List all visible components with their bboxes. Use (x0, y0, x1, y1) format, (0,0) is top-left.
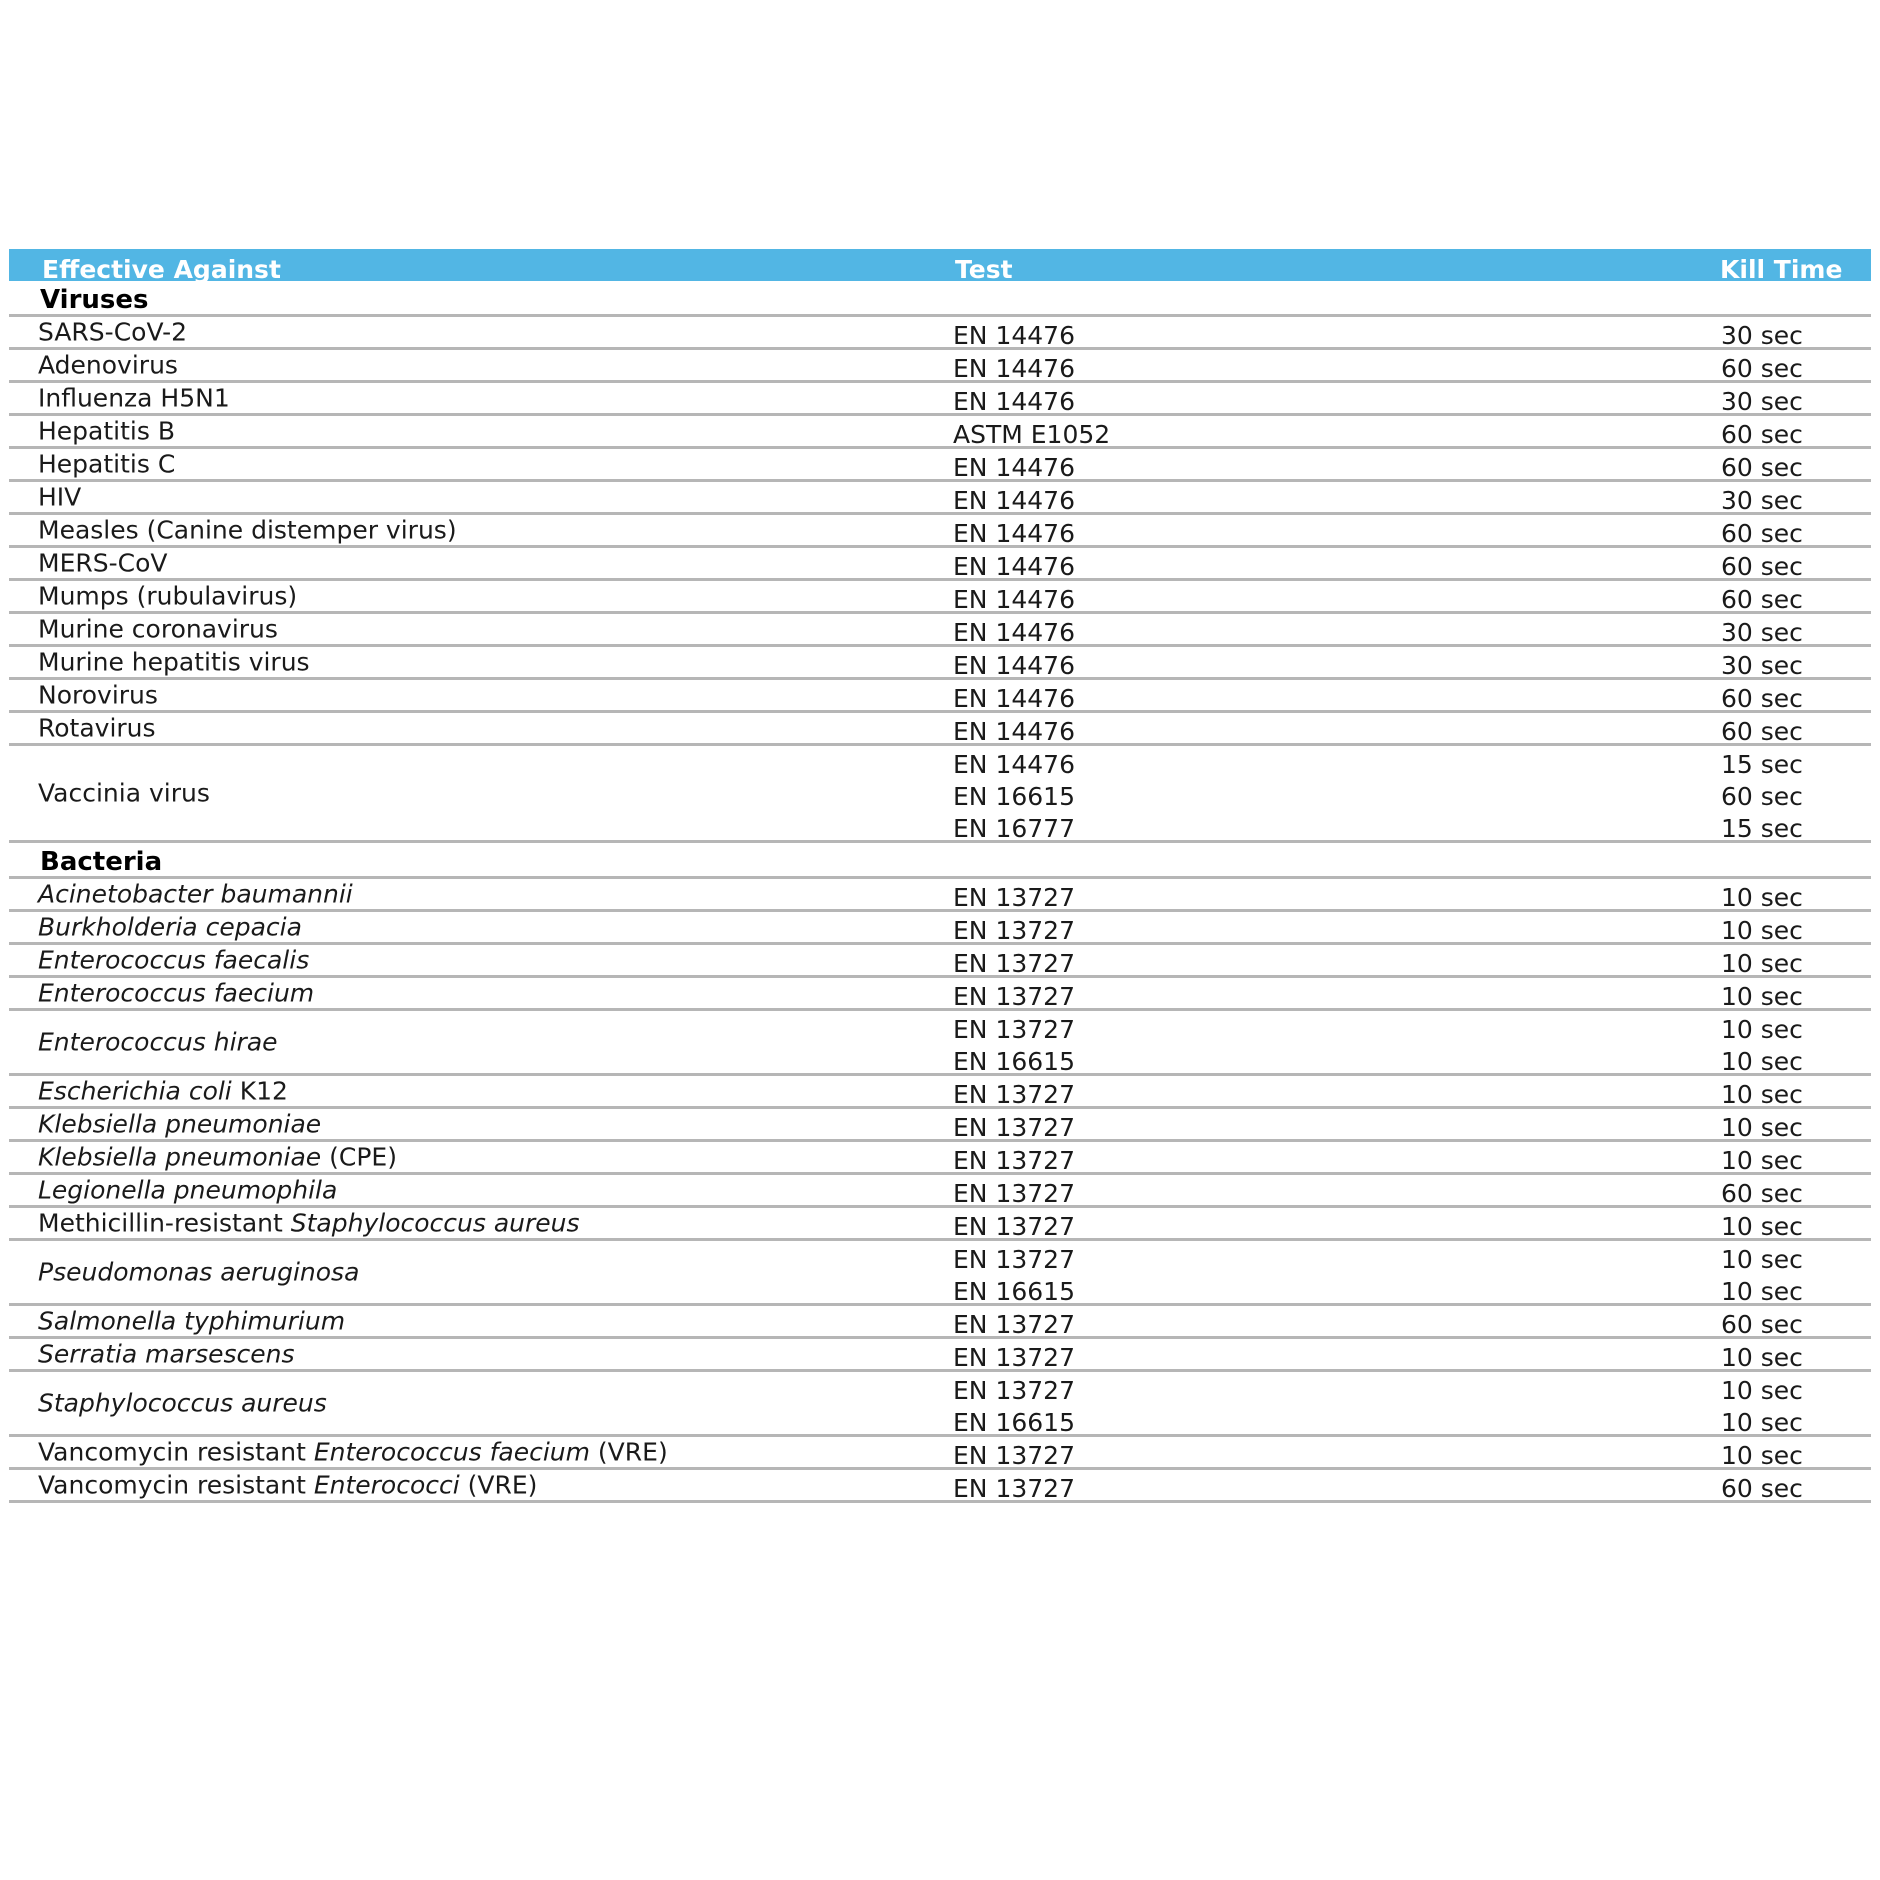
kill-time-cell (1721, 883, 1803, 915)
kill-time-value: 10 sec (1721, 1047, 1803, 1076)
kill-time-cell (1721, 916, 1803, 948)
organism-name (38, 1110, 321, 1139)
table-row (9, 350, 1871, 383)
kill-time-value: 60 sec (1721, 552, 1803, 581)
test-standard: EN 14476 (953, 354, 1075, 383)
test-standard: EN 14476 (953, 618, 1075, 647)
kill-time-value: 60 sec (1721, 1310, 1803, 1339)
kill-time-cell (1721, 1474, 1803, 1506)
test-cell (953, 717, 1075, 749)
organism-name-part: Vaccinia virus (38, 778, 210, 808)
test-cell (953, 949, 1075, 981)
organism-name (38, 779, 210, 808)
test-standard: EN 13727 (953, 1113, 1075, 1142)
test-standard: EN 13727 (953, 1212, 1075, 1241)
kill-time-value: 10 sec (1721, 1441, 1803, 1470)
test-standard: EN 16777 (953, 814, 1075, 843)
test-standard: EN 14476 (953, 585, 1075, 614)
test-cell (953, 486, 1075, 518)
table-row (9, 1372, 1871, 1437)
test-cell (953, 1441, 1075, 1473)
test-standard: EN 13727 (953, 1376, 1075, 1405)
table-row (9, 581, 1871, 614)
organism-name (38, 1143, 397, 1172)
kill-time-cell (1721, 1310, 1803, 1342)
kill-time-value: 15 sec (1721, 814, 1803, 843)
test-cell (953, 1343, 1075, 1375)
test-standard: EN 13727 (953, 1441, 1075, 1470)
kill-time-value: 10 sec (1721, 1015, 1803, 1044)
test-cell (953, 883, 1075, 915)
kill-time-value: 60 sec (1721, 1474, 1803, 1503)
table-row (9, 515, 1871, 548)
organism-name-part: (CPE) (321, 1142, 397, 1172)
test-cell (953, 354, 1075, 386)
test-standard: EN 13727 (953, 949, 1075, 978)
kill-time-cell (1721, 618, 1803, 650)
kill-time-value: 10 sec (1721, 1408, 1803, 1437)
test-cell (953, 453, 1075, 485)
test-standard: EN 16615 (953, 1047, 1075, 1076)
table-row (9, 1011, 1871, 1076)
table-row (9, 1175, 1871, 1208)
kill-time-cell (1721, 1113, 1803, 1145)
kill-time-value: 10 sec (1721, 916, 1803, 945)
test-standard: EN 13727 (953, 1080, 1075, 1109)
kill-time-value: 10 sec (1721, 1212, 1803, 1241)
test-standard: EN 13727 (953, 1015, 1075, 1044)
organism-name (38, 384, 230, 413)
kill-time-value: 60 sec (1721, 782, 1803, 811)
header-effective-against: Effective Against (42, 255, 281, 284)
kill-time-value: 15 sec (1721, 750, 1803, 779)
organism-name (38, 516, 457, 545)
organism-name (38, 1028, 278, 1057)
kill-time-cell (1721, 321, 1803, 353)
kill-time-cell (1721, 519, 1803, 551)
test-cell (953, 1376, 1075, 1440)
organism-name-part: Enterococcus faecalis (38, 945, 310, 975)
organism-name-part: Burkholderia cepacia (38, 912, 302, 942)
organism-name-part: Mumps (rubulavirus) (38, 581, 298, 611)
organism-name-part: Pseudomonas aeruginosa (38, 1257, 360, 1287)
organism-name (38, 648, 310, 677)
kill-time-cell (1721, 949, 1803, 981)
organism-name-part: Acinetobacter baumannii (38, 879, 353, 909)
organism-name (38, 880, 353, 909)
organism-name-part: Salmonella typhimurium (38, 1306, 346, 1336)
kill-time-value: 10 sec (1721, 1376, 1803, 1405)
organism-name-part: Murine coronavirus (38, 614, 278, 644)
table-row (9, 879, 1871, 912)
organism-name (38, 714, 156, 743)
section-label: Bacteria (40, 847, 163, 877)
table-row (9, 548, 1871, 581)
organism-name-part: Norovirus (38, 680, 158, 710)
test-standard: EN 14476 (953, 684, 1075, 713)
kill-time-value: 30 sec (1721, 618, 1803, 647)
organism-name-part: Vancomycin resistant (38, 1470, 314, 1500)
test-cell (953, 651, 1075, 683)
test-cell (953, 1179, 1075, 1211)
organism-name-part: MERS-CoV (38, 548, 168, 578)
test-standard: EN 14476 (953, 321, 1075, 350)
organism-name (38, 1258, 359, 1287)
organism-name-part: Enterococcus faecium (38, 978, 315, 1008)
table-row (9, 482, 1871, 515)
organism-name (38, 549, 167, 578)
kill-time-value: 60 sec (1721, 717, 1803, 746)
kill-time-cell (1721, 1441, 1803, 1473)
organism-name (38, 979, 314, 1008)
kill-time-cell (1721, 354, 1803, 386)
section-header-row (9, 843, 1871, 879)
kill-time-cell (1721, 1080, 1803, 1112)
test-standard: EN 14476 (953, 717, 1075, 746)
kill-time-value: 10 sec (1721, 1080, 1803, 1109)
organism-name (38, 1389, 327, 1418)
organism-name-part: Vancomycin resistant (38, 1437, 314, 1467)
kill-time-value: 10 sec (1721, 1245, 1803, 1274)
kill-time-cell (1721, 684, 1803, 716)
test-cell (953, 387, 1075, 419)
test-cell (953, 916, 1075, 948)
test-standard: EN 13727 (953, 1343, 1075, 1372)
kill-time-cell (1721, 1245, 1803, 1309)
kill-time-value: 10 sec (1721, 1113, 1803, 1142)
kill-time-value: 60 sec (1721, 1179, 1803, 1208)
test-standard: EN 14476 (953, 486, 1075, 515)
organism-name (38, 318, 187, 347)
kill-time-value: 10 sec (1721, 949, 1803, 978)
kill-time-cell (1721, 651, 1803, 683)
table-header (9, 249, 1871, 284)
test-standard: EN 16615 (953, 1277, 1075, 1306)
test-cell (953, 552, 1075, 584)
table-row (9, 1339, 1871, 1372)
kill-time-table (9, 249, 1871, 1503)
test-cell (953, 1212, 1075, 1244)
table-row (9, 1470, 1871, 1503)
organism-name-part: (VRE) (589, 1437, 668, 1467)
table-body (9, 281, 1871, 1503)
kill-time-value: 30 sec (1721, 387, 1803, 416)
organism-name (38, 1471, 537, 1500)
table-row (9, 449, 1871, 482)
kill-time-value: 60 sec (1721, 519, 1803, 548)
table-row (9, 746, 1871, 843)
test-cell (953, 1080, 1075, 1112)
kill-time-cell (1721, 453, 1803, 485)
organism-name-part: Enterococci (313, 1470, 460, 1500)
test-standard: EN 14476 (953, 552, 1075, 581)
table-row (9, 317, 1871, 350)
test-cell (953, 982, 1075, 1014)
test-cell (953, 1474, 1075, 1506)
organism-name-part: Legionella pneumophila (38, 1175, 338, 1205)
organism-name-part: Enterococcus hirae (38, 1027, 278, 1057)
organism-name (38, 1176, 337, 1205)
organism-name (38, 1209, 580, 1238)
organism-name-part: Enterococcus faecium (313, 1437, 590, 1467)
header-kill-time: Kill Time (1720, 255, 1843, 284)
kill-time-value: 30 sec (1721, 486, 1803, 515)
kill-time-cell (1721, 982, 1803, 1014)
organism-name-part: Murine hepatitis virus (38, 647, 310, 677)
organism-name (38, 615, 278, 644)
organism-name-part: Serratia marsescens (38, 1339, 295, 1369)
organism-name (38, 483, 81, 512)
header-test: Test (955, 255, 1013, 284)
kill-time-cell (1721, 1212, 1803, 1244)
organism-name-part: Influenza H5N1 (38, 383, 230, 413)
organism-name (38, 946, 309, 975)
test-standard: EN 16615 (953, 1408, 1075, 1437)
kill-time-cell (1721, 1179, 1803, 1211)
test-standard: EN 14476 (953, 519, 1075, 548)
test-cell (953, 1015, 1075, 1079)
test-cell (953, 519, 1075, 551)
kill-time-value: 60 sec (1721, 420, 1803, 449)
table-row (9, 680, 1871, 713)
test-standard: ASTM E1052 (953, 420, 1111, 449)
test-standard: EN 16615 (953, 782, 1075, 811)
kill-time-value: 60 sec (1721, 585, 1803, 614)
kill-time-cell (1721, 1343, 1803, 1375)
test-standard: EN 14476 (953, 387, 1075, 416)
table-row (9, 614, 1871, 647)
organism-name-part: Methicillin-resistant (38, 1208, 291, 1238)
test-standard: EN 13727 (953, 1310, 1075, 1339)
kill-time-value: 60 sec (1721, 453, 1803, 482)
kill-time-value: 10 sec (1721, 1277, 1803, 1306)
kill-time-cell (1721, 1015, 1803, 1079)
organism-name (38, 1340, 295, 1369)
kill-time-value: 10 sec (1721, 1343, 1803, 1372)
table-row (9, 713, 1871, 746)
organism-name-part: Staphylococcus aureus (290, 1208, 580, 1238)
test-standard: EN 13727 (953, 1474, 1075, 1503)
table-row (9, 647, 1871, 680)
kill-time-value: 10 sec (1721, 982, 1803, 1011)
test-standard: EN 14476 (953, 750, 1075, 779)
organism-name (38, 1077, 288, 1106)
test-standard: EN 13727 (953, 916, 1075, 945)
test-standard: EN 13727 (953, 1245, 1075, 1274)
table-row (9, 416, 1871, 449)
kill-time-cell (1721, 486, 1803, 518)
section-header-row (9, 281, 1871, 317)
test-standard: EN 13727 (953, 883, 1075, 912)
test-cell (953, 1146, 1075, 1178)
test-standard: EN 14476 (953, 651, 1075, 680)
test-cell (953, 585, 1075, 617)
table-row (9, 1241, 1871, 1306)
kill-time-value: 30 sec (1721, 651, 1803, 680)
test-cell (953, 1310, 1075, 1342)
organism-name (38, 913, 302, 942)
kill-time-value: 10 sec (1721, 1146, 1803, 1175)
organism-name-part: Escherichia coli (38, 1076, 232, 1106)
test-cell (953, 1113, 1075, 1145)
kill-time-cell (1721, 717, 1803, 749)
organism-name-part: K12 (231, 1076, 288, 1106)
test-cell (953, 750, 1075, 846)
table-row (9, 1109, 1871, 1142)
test-cell (953, 684, 1075, 716)
organism-name (38, 450, 175, 479)
kill-time-cell (1721, 387, 1803, 419)
test-cell (953, 420, 1110, 452)
organism-name (38, 582, 297, 611)
organism-name-part: Measles (Canine distemper virus) (38, 515, 457, 545)
kill-time-value: 60 sec (1721, 354, 1803, 383)
organism-name (38, 1307, 345, 1336)
kill-time-cell (1721, 585, 1803, 617)
organism-name (38, 681, 158, 710)
organism-name (38, 417, 175, 446)
section-label: Viruses (40, 285, 149, 315)
test-standard: EN 13727 (953, 982, 1075, 1011)
test-standard: EN 13727 (953, 1179, 1075, 1208)
table-row (9, 1437, 1871, 1470)
organism-name (38, 351, 178, 380)
test-cell (953, 321, 1075, 353)
organism-name (38, 1438, 668, 1467)
table-row (9, 945, 1871, 978)
table-row (9, 1142, 1871, 1175)
kill-time-cell (1721, 1376, 1803, 1440)
kill-time-cell (1721, 420, 1803, 452)
organism-name-part: Klebsiella pneumoniae (38, 1142, 322, 1172)
table-row (9, 1208, 1871, 1241)
organism-name-part: Staphylococcus aureus (38, 1388, 327, 1418)
organism-name-part: Adenovirus (38, 350, 178, 380)
table-row (9, 912, 1871, 945)
kill-time-cell (1721, 1146, 1803, 1178)
kill-time-value: 30 sec (1721, 321, 1803, 350)
kill-time-cell (1721, 750, 1803, 846)
organism-name-part: Hepatitis B (38, 416, 175, 446)
test-standard: EN 14476 (953, 453, 1075, 482)
organism-name-part: HIV (38, 482, 82, 512)
table-row (9, 383, 1871, 416)
table-row (9, 978, 1871, 1011)
kill-time-value: 60 sec (1721, 684, 1803, 713)
test-cell (953, 618, 1075, 650)
organism-name-part: (VRE) (459, 1470, 538, 1500)
organism-name-part: Rotavirus (38, 713, 156, 743)
kill-time-cell (1721, 552, 1803, 584)
test-standard: EN 13727 (953, 1146, 1075, 1175)
organism-name-part: SARS-CoV-2 (38, 317, 188, 347)
kill-time-value: 10 sec (1721, 883, 1803, 912)
table-row (9, 1076, 1871, 1109)
organism-name-part: Klebsiella pneumoniae (38, 1109, 322, 1139)
table-row (9, 1306, 1871, 1339)
test-cell (953, 1245, 1075, 1309)
organism-name-part: Hepatitis C (38, 449, 176, 479)
